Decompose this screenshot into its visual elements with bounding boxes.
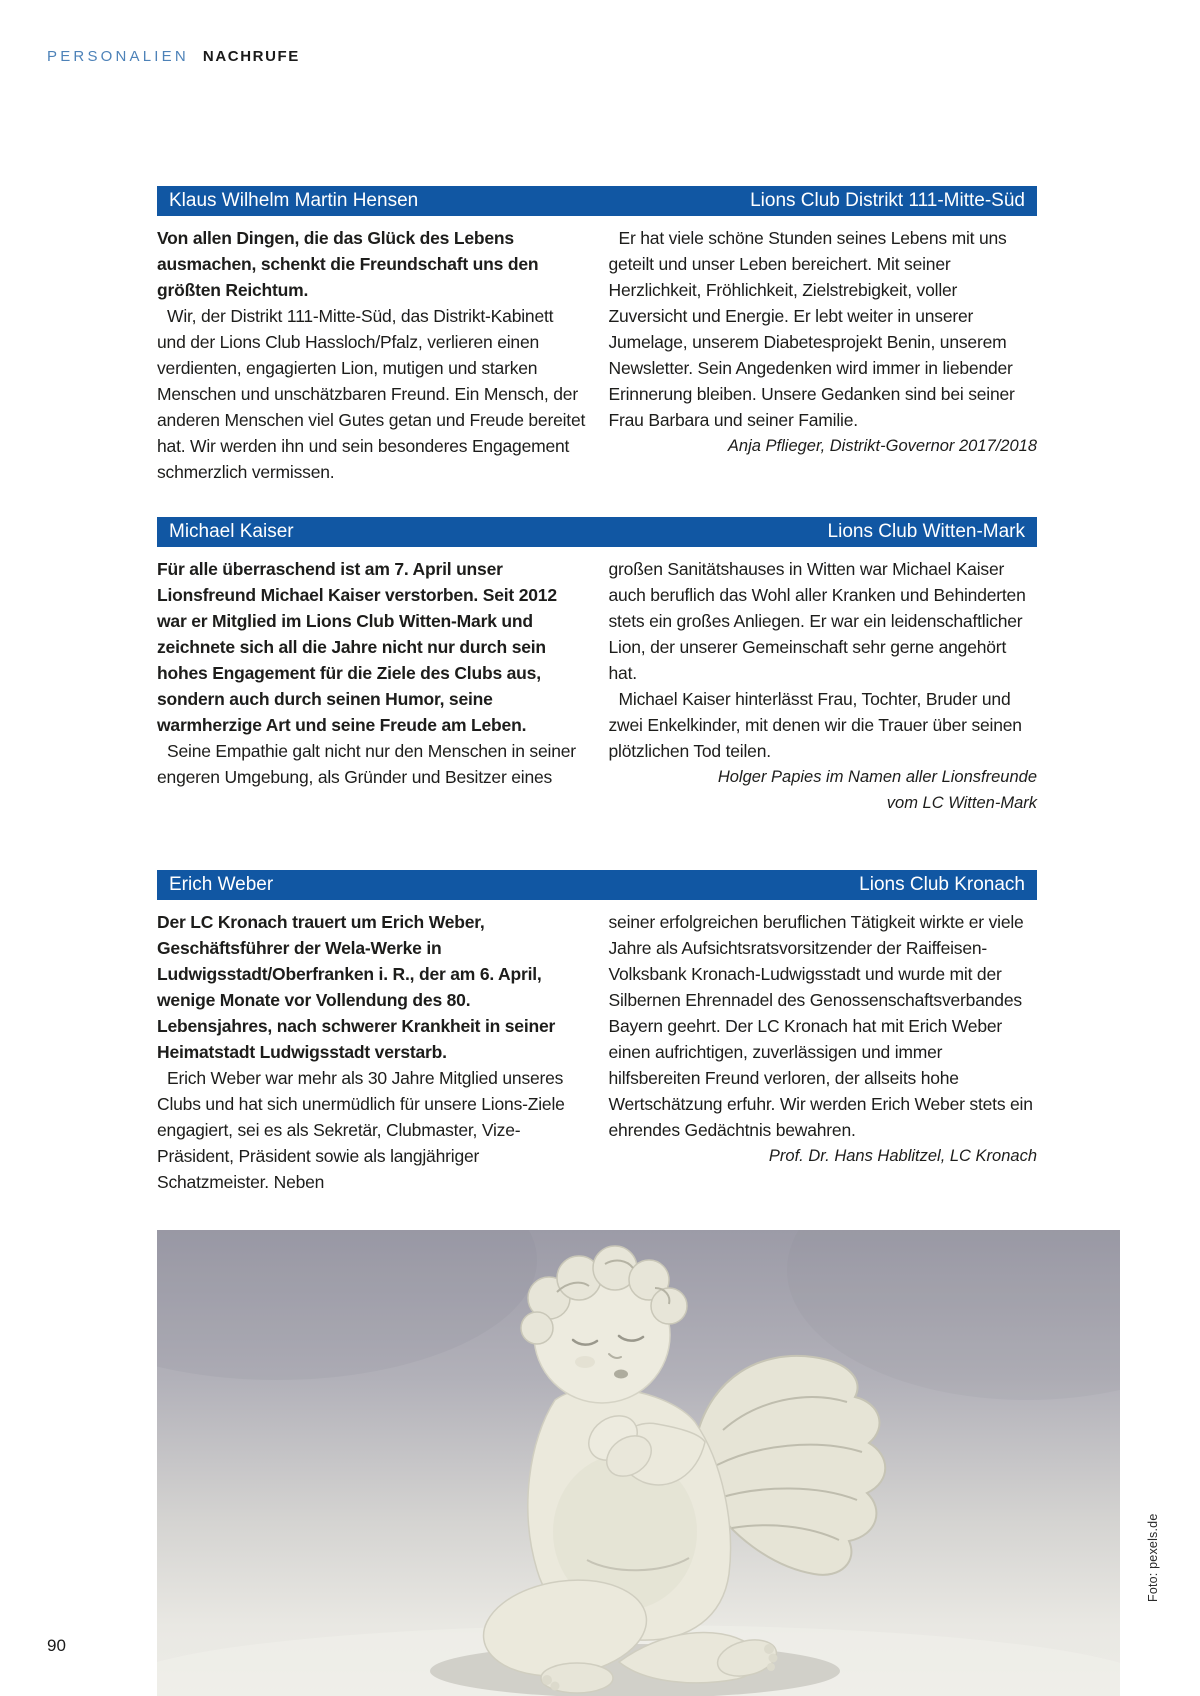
obituary-hensen [157, 186, 1037, 485]
obituary-body-paragraph: Wir, der Distrikt 111-Mitte-Süd, das Distrikt-Kabinett und der Lions Club Hassloch/Pfalz, verlieren einen verdienten, engagierten Lion, mutigen und starken Menschen und unschätzbaren Freund. Ein Mensch, der anderen Menschen viel Gutes getan und Freude bereitet hat. Wir werden ihn und sein besonderes Engagement schmerzlich vermissen. [157, 306, 586, 482]
obituary-club: Lions Club Witten-Mark [827, 521, 1025, 542]
angel-statue-photo [157, 1230, 1120, 1696]
kicker-subsection-label: NACHRUFE [202, 48, 300, 65]
obituary-name: Klaus Wilhelm Martin Hensen [169, 190, 419, 211]
obituary-club: Lions Club Kronach [859, 874, 1025, 895]
obituary-lead-paragraph: Der LC Kronach trauert um Erich Weber, Geschäftsführer der Wela-Werke in Ludwigsstadt/Oberfranken i. R., der am 6. April, wenige Monate vor Vollendung des 80. Lebensjahres, nach schwerer Krankheit in seiner Heimatstadt Ludwigsstadt verstarb. [157, 912, 556, 1062]
obituary-body-paragraph: Erich Weber war mehr als 30 Jahre Mitglied unseres Clubs und hat sich unermüdlich für unsere Lions-Ziele engagiert, sei es als Sekretär, Clubmaster, Vize-Präsident, Präsident sowie als langjähriger Schatzmeister. Neben [157, 1068, 565, 1192]
obituary-hensen-titlebar [157, 186, 1037, 216]
obituary-club: Lions Club Distrikt 111-Mitte-Süd [750, 190, 1025, 211]
obituary-body-paragraph: Michael Kaiser hinterlässt Frau, Tochter, Bruder und zwei Enkelkinder, mit denen wir die Trauer über seinen plötzlichen Tod teilen. [608, 689, 1022, 761]
obituary-lead-paragraph: Für alle überraschend ist am 7. April unser Lionsfreund Michael Kaiser verstorben. Seit 2012 war er Mitglied im Lions Club Witten-Mark und zeichnete sich all die Jahre nicht nur durch sein hohes Engagement für die Ziele des Clubs aus, sondern auch durch seinen Humor, seine warmherzige Art und seine Freude am Leben. [157, 559, 557, 735]
obituary-body-paragraph [608, 909, 1038, 1165]
obituary-kaiser-titlebar [157, 517, 1037, 547]
obituary-columns [157, 225, 1037, 485]
obituary-weber-titlebar [157, 870, 1037, 900]
obituary-signature-line: Holger Papies im Namen aller Lionsfreunde [717, 768, 1037, 786]
photo-credit: Foto: pexels.de [1146, 1513, 1160, 1602]
obituary-columns [157, 909, 1037, 1195]
obituary-name: Michael Kaiser [169, 521, 294, 542]
page-kicker [47, 48, 300, 65]
obituary-weber [157, 870, 1037, 1195]
kicker-section-label: PERSONALIEN [47, 48, 189, 65]
obituary-right-column [609, 556, 1038, 816]
obituary-body-paragraph [608, 225, 1038, 455]
obituary-right-column [609, 225, 1038, 485]
obituary-lead-paragraph: Von allen Dingen, die das Glück des Lebens ausmachen, schenkt die Freundschaft uns den größten Reichtum. [157, 228, 539, 300]
obituary-left-column [157, 556, 586, 816]
obituary-signature: Anja Pflieger, Distrikt-Governor 2017/2018 [727, 437, 1037, 455]
obituary-left-column [157, 225, 586, 485]
obituary-right-column [609, 909, 1038, 1195]
obituary-signature-line: vom LC Witten-Mark [886, 794, 1037, 812]
obituary-signature: Prof. Dr. Hans Hablitzel, LC Kronach [768, 1147, 1037, 1165]
obituary-signature [609, 764, 1038, 816]
obituary-body-paragraph: großen Sanitätshauses in Witten war Michael Kaiser auch beruflich das Wohl aller Kranken und Behinderten stets ein großes Anliegen. Er war ein leidenschaftlicher Lion, der unserer Gemeinschaft sehr gerne angehört hat. [608, 559, 1026, 683]
obituary-left-column [157, 909, 586, 1195]
angel-statue-illustration [157, 1230, 1120, 1696]
obituary-name: Erich Weber [169, 874, 274, 895]
obituary-columns [157, 556, 1037, 816]
obituary-body-text: Er hat viele schöne Stunden seines Lebens mit uns geteilt und unser Leben bereichert. Mit seiner Herzlichkeit, Fröhlichkeit, Zielstrebigkeit, voller Zuversicht und Energie. Er lebt weiter in unserer Jumelage, unserem Diabetesprojekt Benin, unserem Newsletter. Sein Angedenken wird immer in liebender Erinnerung bleiben. Unsere Gedanken sind bei seiner Frau Barbara und seiner Familie. [608, 228, 1015, 430]
obituary-body-paragraph: Seine Empathie galt nicht nur den Menschen in seiner engeren Umgebung, als Gründer und Besitzer eines [157, 741, 576, 787]
obituary-kaiser [157, 517, 1037, 816]
obituary-body-text: seiner erfolgreichen beruflichen Tätigkeit wirkte er viele Jahre als Aufsichtsratsvorsitzender der Raiffeisen-Volksbank Kronach-Ludwigsstadt und wurde mit der Silbernen Ehrennadel des Genossenschaftsverbandes Bayern geehrt. Der LC Kronach hat mit Erich Weber einen aufrichtigen, zuverlässigen und immer hilfsbereiten Freund verloren, der allseits hohe Wertschätzung erfuhr. Wir werden Erich Weber stets ein ehrendes Gedächtnis bewahren. [608, 912, 1033, 1140]
page-number: 90 [47, 1636, 66, 1655]
